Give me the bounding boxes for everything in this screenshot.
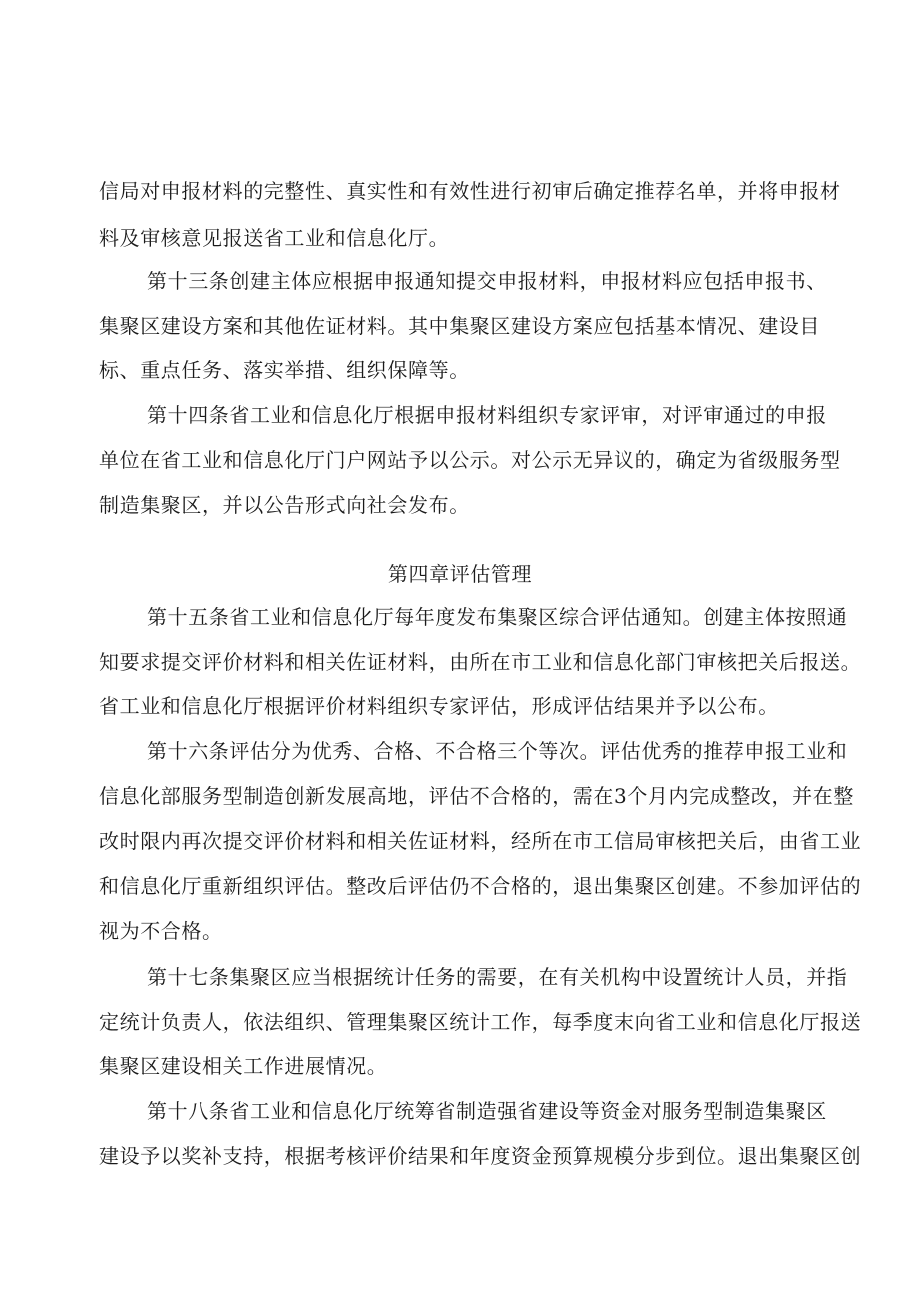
body-text-line: 定统计负责人，依法组织、管理集聚区统计工作，每季度末向省工业和信息化厅报送 (99, 1010, 862, 1034)
chapter-heading: 第四章评估管理 (387, 562, 533, 586)
body-text-line: 信息化部服务型制造创新发展高地，评估不合格的，需在3个月内完成整改，并在整 (99, 784, 854, 808)
article-14-text: 第十四条省工业和信息化厅根据申报材料组织专家评审，对评审通过的申报 (147, 403, 827, 427)
article-17-text: 第十七条集聚区应当根据统计任务的需要，在有关机构中设置统计人员，并指 (147, 965, 848, 989)
article-16-text: 第十六条评估分为优秀、合格、不合格三个等次。评估优秀的推荐申报工业和 (147, 739, 848, 763)
body-text-line: 信局对申报材料的完整性、真实性和有效性进行初审后确定推荐名单，并将申报材 (99, 179, 841, 203)
body-text-line: 省工业和信息化厅根据评价材料组织专家评估，形成评估结果并予以公布。 (99, 694, 779, 718)
body-text-line: 标、重点任务、落实举措、组织保障等。 (99, 358, 470, 382)
body-text-line: 单位在省工业和信息化厅门户网站予以公示。对公示无异议的，确定为省级服务型 (99, 448, 841, 472)
body-text-line: 集聚区建设相关工作进展情况。 (99, 1054, 388, 1078)
body-text-line: 改时限内再次提交评价材料和相关佐证材料，经所在市工信局审核把关后，由省工业 (99, 829, 862, 853)
body-text-line: 和信息化厅重新组织评估。整改后评估仍不合格的，退出集聚区创建。不参加评估的 (99, 874, 862, 898)
article-13-text: 第十三条创建主体应根据申报通知提交申报材料，申报材料应包括申报书、 (147, 269, 827, 293)
body-text-line: 知要求提交评价材料和相关佐证材料，由所在市工业和信息化部门审核把关后报送。 (99, 650, 862, 674)
body-text-line: 集聚区建设方案和其他佐证材料。其中集聚区建设方案应包括基本情况、建设目 (99, 314, 820, 338)
body-text-line: 制造集聚区，并以公告形式向社会发布。 (99, 493, 470, 517)
body-text-line: 视为不合格。 (99, 919, 223, 943)
article-15-text: 第十五条省工业和信息化厅每年度发布集聚区综合评估通知。创建主体按照通 (147, 605, 848, 629)
article-18-text: 第十八条省工业和信息化厅统筹省制造强省建设等资金对服务型制造集聚区 (147, 1099, 827, 1123)
body-text-line: 料及审核意见报送省工业和信息化厅。 (99, 226, 450, 250)
body-text-line: 建设予以奖补支持，根据考核评价结果和年度资金预算规模分步到位。退出集聚区创 (99, 1144, 862, 1168)
